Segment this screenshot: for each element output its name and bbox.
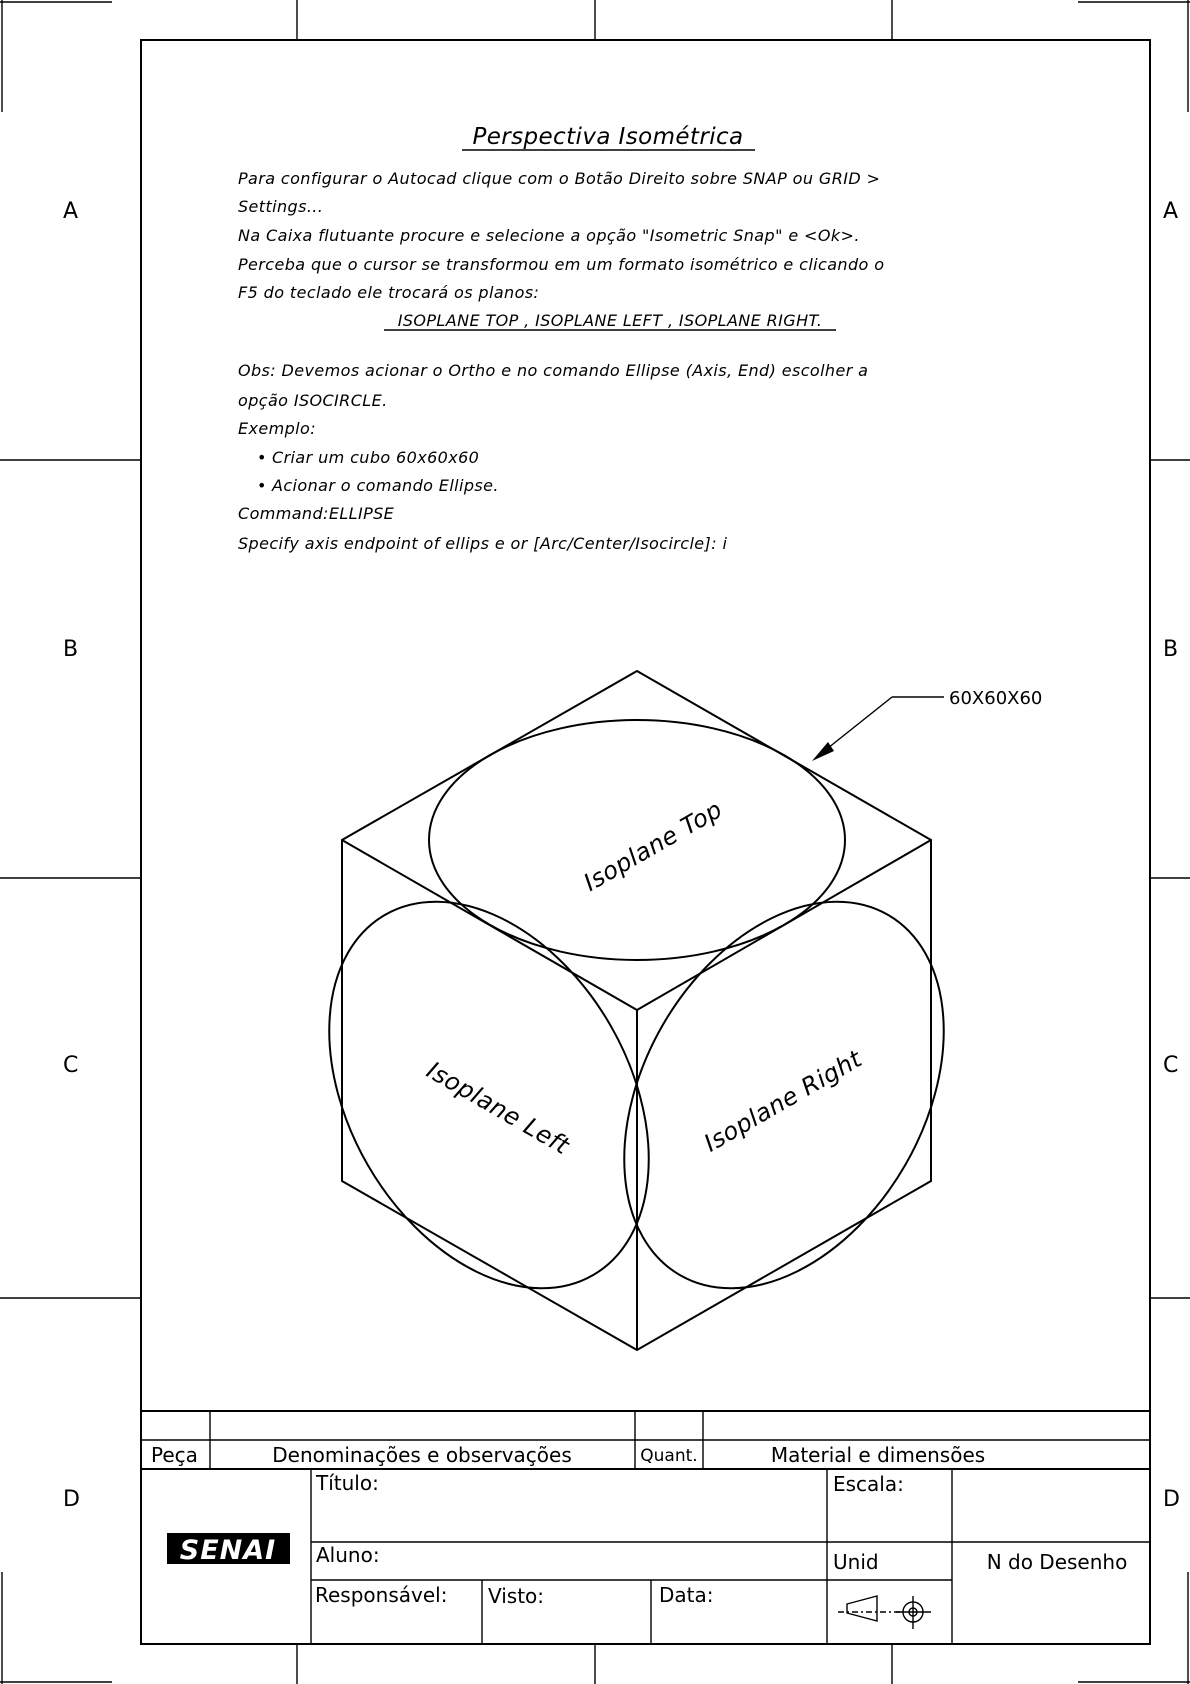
isometric-cube bbox=[264, 671, 1043, 1350]
dimension-label: 60X60X60 bbox=[949, 688, 1043, 709]
instruction-line: Settings... bbox=[238, 197, 324, 216]
zone-left-c: C bbox=[63, 1053, 79, 1078]
senai-logo-text: SENAI bbox=[179, 1535, 277, 1566]
zone-right-b: B bbox=[1163, 637, 1179, 662]
command-line: Command:ELLIPSE bbox=[238, 504, 395, 523]
instruction-line: F5 do teclado ele trocará os planos: bbox=[238, 283, 540, 302]
instruction-line: Perceba que o cursor se transformou em um formato isométrico e clicando o bbox=[238, 255, 885, 274]
escala-label: Escala: bbox=[833, 1472, 904, 1496]
responsavel-label: Responsável: bbox=[315, 1583, 448, 1607]
isoplane-top-label: Isoplane Top bbox=[578, 795, 728, 897]
obs-line: opção ISOCIRCLE. bbox=[238, 391, 388, 410]
isoplanes-list: ISOPLANE TOP , ISOPLANE LEFT , ISOPLANE RIGHT. bbox=[397, 311, 823, 330]
col-material: Material e dimensões bbox=[770, 1443, 986, 1467]
visto-label: Visto: bbox=[488, 1584, 545, 1608]
zone-right-c: C bbox=[1163, 1053, 1179, 1078]
zone-right-a: A bbox=[1163, 199, 1179, 224]
instructions bbox=[238, 169, 884, 553]
zone-left-d: D bbox=[63, 1487, 80, 1512]
zone-left-b: B bbox=[63, 637, 79, 662]
bullet-dot: • bbox=[257, 448, 267, 467]
n-desenho-label: N do Desenho bbox=[986, 1550, 1128, 1574]
instruction-line: Na Caixa flutuante procure e selecione a opção "Isometric Snap" e <Ok>. bbox=[238, 226, 860, 245]
bullet-item: Criar um cubo 60x60x60 bbox=[272, 448, 480, 467]
page-title: Perspectiva Isométrica bbox=[472, 124, 744, 150]
dimension-arrow-icon bbox=[812, 742, 834, 761]
bullet-dot: • bbox=[257, 476, 267, 495]
title-block bbox=[141, 1411, 1150, 1644]
aluno-label: Aluno: bbox=[316, 1543, 380, 1567]
titulo-label: Título: bbox=[316, 1471, 379, 1495]
first-angle-projection-icon bbox=[838, 1596, 931, 1629]
zone-left-a: A bbox=[63, 199, 79, 224]
obs-line: Obs: Devemos acionar o Ortho e no comando Ellipse (Axis, End) escolher a bbox=[238, 361, 869, 380]
unid-label: Unid bbox=[833, 1550, 879, 1574]
col-peca: Peça bbox=[151, 1443, 198, 1467]
col-denominacoes: Denominações e observações bbox=[272, 1443, 572, 1467]
obs-line: Exemplo: bbox=[238, 419, 316, 438]
data-label: Data: bbox=[659, 1583, 714, 1607]
instruction-line: Para configurar o Autocad clique com o Botão Direito sobre SNAP ou GRID > bbox=[238, 169, 881, 188]
isoplane-left-label: Isoplane Left bbox=[421, 1056, 575, 1161]
zone-right-d: D bbox=[1163, 1487, 1180, 1512]
isoplane-right-label: Isoplane Right bbox=[699, 1044, 867, 1158]
col-quant: Quant. bbox=[640, 1446, 698, 1466]
bullet-item: Acionar o comando Ellipse. bbox=[272, 476, 499, 495]
command-line: Specify axis endpoint of ellips e or [Arc/Center/Isocircle]: i bbox=[238, 534, 728, 553]
